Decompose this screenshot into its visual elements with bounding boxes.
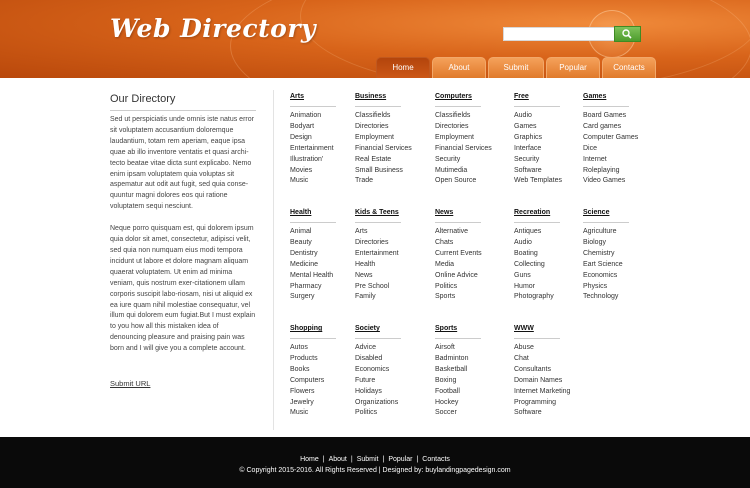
category-link[interactable]: Agriculture (583, 228, 617, 235)
category-divider (514, 338, 560, 339)
category-block (514, 93, 562, 187)
footer-link-submit[interactable]: Submit (356, 456, 379, 463)
category-title[interactable]: Sports (435, 325, 458, 332)
category-link[interactable]: Books (290, 365, 310, 373)
category-divider (514, 222, 560, 223)
category-title[interactable]: Health (290, 209, 312, 216)
category-link[interactable]: Internet Marketing (514, 387, 571, 395)
category-title[interactable]: News (435, 209, 454, 216)
category-link[interactable]: Physics (583, 282, 608, 290)
footer-links: Home | About | Submit | Popular | Contacts (300, 456, 450, 463)
category-divider (583, 222, 629, 223)
copyright-text: © Copyright 2015-2016. All Rights Reserved | Designed by: buylandingpagedesign.com (239, 467, 511, 474)
category-link[interactable]: Employment (435, 133, 474, 141)
category-block (355, 325, 401, 419)
category-link[interactable]: Medicine (290, 260, 319, 268)
category-link[interactable]: Graphics (514, 133, 543, 141)
category-title[interactable]: Society (355, 325, 380, 332)
category-title[interactable]: WWW (514, 325, 534, 332)
footer-link-home[interactable]: Home (300, 456, 319, 463)
category-link[interactable]: Basketball (435, 365, 468, 373)
category-link[interactable]: Audio (514, 112, 532, 119)
column-divider (273, 90, 274, 430)
category-link[interactable]: Beauty (290, 238, 312, 246)
tab-contacts[interactable]: Contacts (602, 57, 656, 78)
category-divider (435, 338, 481, 339)
category-link[interactable]: Economics (355, 365, 390, 373)
category-link[interactable]: Pre School (355, 282, 390, 290)
category-link[interactable]: Politics (435, 282, 458, 290)
category-link[interactable]: Web Templates (514, 177, 562, 185)
category-link[interactable]: Animation (290, 112, 322, 119)
category-link[interactable]: Classifields (355, 112, 391, 119)
footer (0, 437, 750, 488)
category-link[interactable]: News (355, 271, 373, 279)
category-link[interactable]: Collecting (514, 260, 545, 268)
tab-popular[interactable]: Popular (546, 57, 600, 78)
category-title[interactable]: Business (355, 93, 387, 100)
category-link[interactable]: Organizations (355, 398, 399, 406)
category-divider (290, 106, 336, 107)
category-link[interactable]: Small Business (355, 166, 403, 174)
category-link[interactable]: Video Games (583, 177, 626, 185)
category-link[interactable]: Security (435, 155, 461, 163)
category-link[interactable]: Technology (583, 293, 619, 301)
category-link[interactable]: Products (290, 354, 318, 362)
header-banner (0, 0, 750, 78)
category-block (290, 93, 336, 187)
category-block (583, 93, 638, 187)
category-link[interactable]: Boxing (435, 376, 457, 384)
category-link[interactable]: Economics (583, 271, 618, 279)
category-divider (435, 222, 481, 223)
category-link[interactable]: Card games (583, 122, 622, 130)
category-block (435, 209, 482, 303)
category-link[interactable]: Board Games (583, 112, 627, 119)
category-link[interactable]: Alternative (435, 228, 469, 235)
category-title[interactable]: Free (514, 93, 529, 100)
category-link[interactable]: Roleplaying (583, 166, 620, 174)
category-link[interactable]: Arts (355, 228, 368, 235)
footer-link-contacts[interactable]: Contacts (422, 456, 450, 463)
category-link[interactable]: Antiques (514, 228, 542, 235)
category-divider (435, 106, 481, 107)
category-divider (355, 338, 401, 339)
category-link[interactable]: Financial Services (355, 144, 412, 152)
search-button[interactable] (614, 26, 641, 42)
category-link[interactable]: Surgery (290, 293, 315, 301)
category-link[interactable]: Programming (514, 398, 557, 406)
search-icon (622, 29, 632, 39)
category-link[interactable]: Trade (355, 177, 374, 185)
main-nav (376, 57, 658, 78)
category-block (290, 209, 336, 303)
category-link[interactable]: Online Advice (435, 271, 478, 279)
category-link[interactable]: Security (514, 155, 540, 163)
category-link[interactable]: Mutimedia (435, 166, 468, 174)
category-link[interactable]: Holidays (355, 387, 382, 395)
category-link[interactable]: Media (435, 260, 455, 268)
category-link[interactable]: Humor (514, 282, 536, 290)
category-link[interactable]: Airsoft (435, 344, 455, 351)
category-divider (355, 222, 401, 223)
category-link[interactable]: Computers (290, 376, 325, 384)
category-link[interactable]: Consultants (514, 365, 551, 373)
category-link[interactable]: Mental Health (290, 271, 334, 279)
category-link[interactable]: Entertainment (355, 249, 399, 257)
category-title[interactable]: Shopping (290, 325, 323, 332)
category-link[interactable]: Flowers (290, 387, 315, 395)
category-block (435, 93, 492, 187)
category-title[interactable]: Science (583, 209, 610, 216)
category-divider (290, 338, 336, 339)
category-link[interactable]: Photography (514, 293, 554, 301)
footer-link-about[interactable]: About (328, 456, 347, 463)
category-link[interactable]: Autos (290, 344, 308, 351)
category-link[interactable]: Badminton (435, 354, 469, 362)
sidebar-paragraph: Neque porro quisquam est, qui dolorem ipsum quia dolor sit amet, consectetur, adipisci velit, sed quia non numquam eius modi tempora incidunt ut labore et dolore magnam aliquam quaerat voluptatem. Ut enim ad minima veniam, quis nostrum exer-citationem ullam corporis suscipit labo-riosam, nisi ut aliquid ex ea iure quam nihil molestiae consequatur, vel illum qui dolorem eum fugiat.But I must explain to you how all this mistaken idea of denouncing pleasure and praising pain was born and I will give you a complete account. (110, 225, 256, 353)
category-link[interactable]: Directories (355, 122, 389, 130)
category-link[interactable]: Sports (435, 293, 456, 301)
category-link[interactable]: Entertainment (290, 144, 334, 152)
sidebar-title: Our Directory (110, 93, 256, 111)
category-link[interactable]: Bodyart (290, 122, 315, 130)
category-link[interactable]: Illustration' (290, 155, 324, 163)
category-link[interactable]: Chemistry (583, 249, 615, 257)
category-link[interactable]: Games (514, 122, 537, 130)
category-link[interactable]: Classifields (435, 112, 471, 119)
category-link[interactable]: Directories (355, 238, 389, 246)
category-link[interactable]: Movies (290, 166, 313, 174)
category-divider (514, 106, 560, 107)
category-link[interactable]: Design (290, 133, 312, 141)
tab-submit[interactable]: Submit (488, 57, 544, 78)
category-link[interactable]: Internet (583, 155, 607, 163)
category-title[interactable]: Kids & Teens (355, 209, 399, 216)
category-link[interactable]: Abuse (514, 344, 534, 351)
sidebar (110, 93, 256, 355)
category-block (355, 209, 401, 303)
category-link[interactable]: Eart Science (583, 260, 623, 268)
category-link[interactable]: Family (355, 293, 376, 301)
category-link[interactable]: Chats (435, 238, 454, 246)
submit-url-link[interactable]: Submit URL (110, 379, 151, 388)
category-link[interactable]: Boating (514, 249, 538, 257)
site-logo[interactable]: Web Directory (110, 14, 317, 43)
category-link[interactable]: Open Source (435, 177, 477, 185)
category-block (355, 93, 412, 187)
category-link[interactable]: Politics (355, 409, 378, 417)
category-link[interactable]: Future (355, 376, 376, 384)
category-link[interactable]: Current Events (435, 249, 482, 257)
category-link[interactable]: Disabled (355, 354, 383, 362)
category-title[interactable]: Arts (290, 93, 305, 100)
category-link[interactable]: Pharmacy (290, 282, 322, 290)
category-link[interactable]: Dentistry (290, 249, 318, 257)
category-link[interactable]: Domain Names (514, 376, 563, 384)
search-input[interactable] (503, 27, 617, 41)
category-block (583, 209, 629, 303)
category-link[interactable]: Guns (514, 271, 531, 279)
category-link[interactable]: Advice (355, 344, 377, 351)
category-divider (355, 106, 401, 107)
category-link[interactable]: Music (290, 409, 309, 417)
category-link[interactable]: Football (435, 387, 460, 395)
category-link[interactable]: Biology (583, 238, 606, 246)
category-link[interactable]: Software (514, 166, 542, 174)
category-link[interactable]: Real Estate (355, 155, 392, 163)
tab-home[interactable]: Home (376, 57, 430, 78)
category-block (290, 325, 336, 419)
category-divider (290, 222, 336, 223)
category-link[interactable]: Soccer (435, 409, 457, 417)
category-link[interactable]: Chat (514, 354, 529, 362)
category-link[interactable]: Jewelry (290, 398, 314, 406)
category-link[interactable]: Employment (355, 133, 394, 141)
category-title[interactable]: Computers (435, 93, 472, 100)
category-link[interactable]: Music (290, 177, 309, 185)
category-divider (583, 106, 629, 107)
category-block (435, 325, 481, 419)
category-link[interactable]: Software (514, 409, 542, 417)
footer-link-popular[interactable]: Popular (388, 456, 413, 463)
category-link[interactable]: Financial Services (435, 144, 492, 152)
category-link[interactable]: Directories (435, 122, 469, 130)
category-link[interactable]: Computer Games (583, 133, 639, 141)
category-link[interactable]: Health (355, 260, 376, 268)
category-block (514, 325, 570, 419)
category-title[interactable]: Recreation (514, 209, 551, 216)
category-link[interactable]: Audio (514, 238, 532, 246)
category-title[interactable]: Games (583, 93, 607, 100)
category-block (514, 209, 560, 303)
category-link[interactable]: Interface (514, 144, 542, 152)
sidebar-paragraph: Sed ut perspiciatis unde omnis iste natus error sit voluptatem accusantium doloremque laudantium, totam rem aperiam, eaque ipsa quae ab illo inventore ventatis et quasi archi-tecto beatae vitae dicta sunt explicabo. Nemo enim ipsam voluptatem quia voluptas sit aspematur aut odit aut fugit, sed quia conse-quuntur magni dolores eos qui ratione voluptatem sequi nesciunt. (110, 116, 254, 211)
category-link[interactable]: Animal (290, 228, 312, 235)
tab-about[interactable]: About (432, 57, 486, 78)
category-link[interactable]: Dice (583, 144, 598, 152)
category-link[interactable]: Hockey (435, 398, 459, 406)
